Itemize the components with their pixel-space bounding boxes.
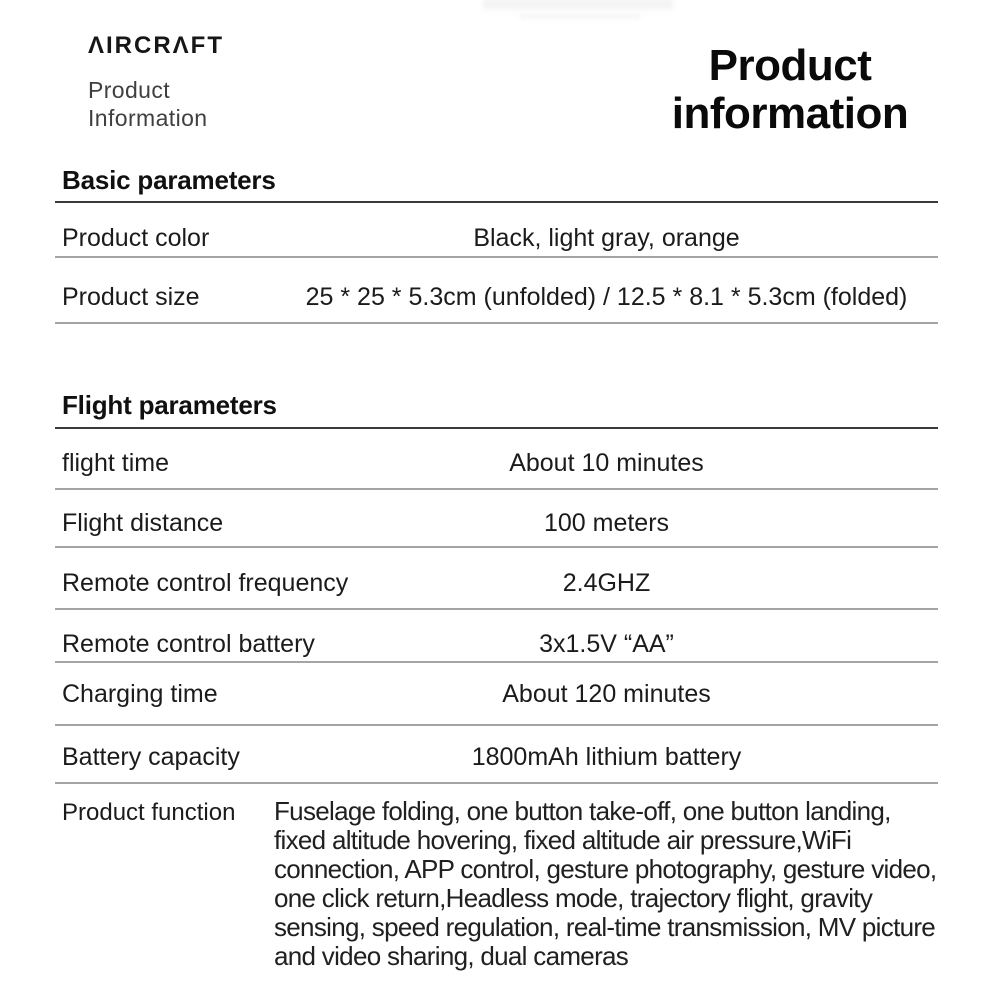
row-value-flight-distance: 100 meters <box>543 509 670 537</box>
row-label-remote-control-frequency: Remote control frequency <box>62 569 349 597</box>
row-value-product-color: Black, light gray, orange <box>473 224 740 252</box>
cropped-top-artifact <box>483 0 673 13</box>
row-rule <box>55 724 938 726</box>
row-value-remote-control-frequency: 2.4GHZ <box>562 569 651 597</box>
section-heading-basic-parameters: Basic parameters <box>62 165 276 195</box>
row-label-product-size: Product size <box>62 283 200 311</box>
section-heading-flight-parameters: Flight parameters <box>62 390 277 420</box>
row-label-flight-distance: Flight distance <box>62 509 224 537</box>
brand-tagline-line2: Information <box>88 105 208 131</box>
row-label-charging-time: Charging time <box>62 680 218 708</box>
page-title-line2: information <box>671 89 909 138</box>
row-label-product-color: Product color <box>62 224 210 252</box>
row-label-product-function: Product function <box>62 799 236 826</box>
row-value-product-size: 25 * 25 * 5.3cm (unfolded) / 12.5 * 8.1 * 5.3cm (folded) <box>305 283 908 311</box>
row-value-flight-time: About 10 minutes <box>509 449 704 477</box>
row-label-flight-time: flight time <box>62 449 169 477</box>
row-label-remote-control-battery: Remote control battery <box>62 630 315 658</box>
heading-rule <box>55 201 938 203</box>
row-rule <box>55 256 938 258</box>
brand-tagline <box>88 76 207 132</box>
row-rule <box>55 608 938 610</box>
row-rule <box>55 488 938 490</box>
cropped-top-artifact-shadow <box>520 14 640 19</box>
row-value-charging-time: About 120 minutes <box>502 680 711 708</box>
row-rule <box>55 546 938 548</box>
page-title-line1: Product <box>708 41 872 90</box>
brand-logo: ΛIRCRΛFT <box>88 32 224 59</box>
row-rule <box>55 322 938 324</box>
row-rule <box>55 782 938 784</box>
row-value-remote-control-battery: 3x1.5V “AA” <box>539 630 674 658</box>
row-rule <box>55 661 938 663</box>
page-title <box>590 42 990 138</box>
brand-tagline-line1: Product <box>88 77 171 103</box>
heading-rule <box>55 427 938 429</box>
row-value-product-function: Fuselage folding, one button take-off, one button landing, fixed altitude hovering, fixed altitude air pressure,WiFi connection, APP control, gesture photography, gesture video, one click return,Headless mode, trajectory flight, gravity sensing, speed regulation, real-time transmission, MV picture and video sharing, dual cameras <box>274 796 937 971</box>
row-value-battery-capacity: 1800mAh lithium battery <box>471 743 742 771</box>
row-label-battery-capacity: Battery capacity <box>62 743 240 771</box>
